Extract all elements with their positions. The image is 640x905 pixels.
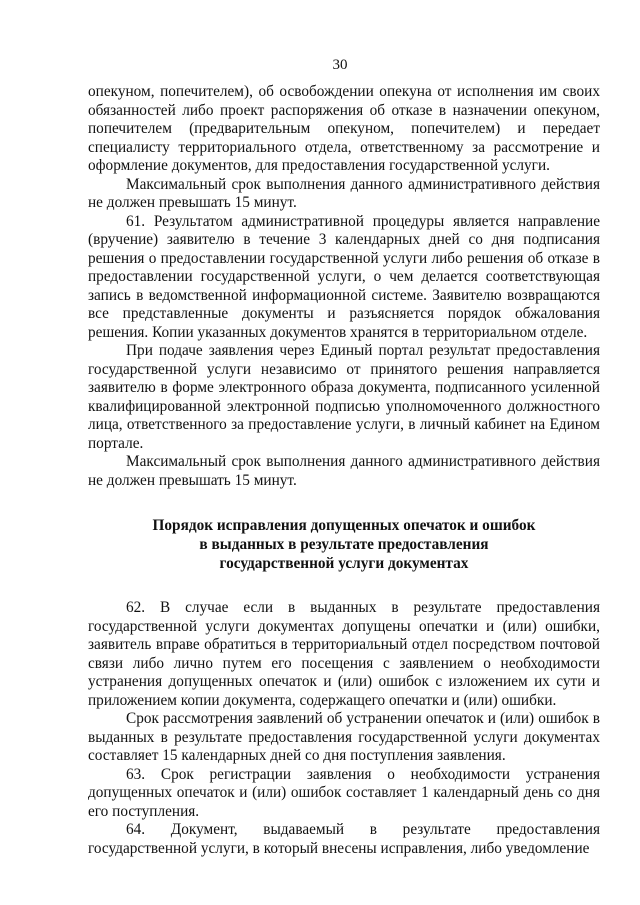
spacer bbox=[88, 490, 600, 516]
page-number: 30 bbox=[332, 57, 348, 73]
paragraph-max-time-1: Максимальный срок выполнения данного административного действия не должен превышать 15 минут. bbox=[88, 175, 600, 211]
section-heading-line-1: Порядок исправления допущенных опечаток и ошибок bbox=[152, 517, 536, 534]
paragraph-max-time-2: Максимальный срок выполнения данного административного действия не должен превышать 15 минут. bbox=[88, 453, 600, 489]
document-body bbox=[88, 83, 600, 858]
paragraph-61: 61. Результатом административной процедуры является направление (вручение) заявителю в течение 3 календарных дней со дня подписания решения о предоставлении государственной услуги либо решения об отказе в предоставлении государственной услуги, о чем делается соответствующая запись в ведомственной информационной системе. Заявителю возвращаются все представленные документы и разъясняется порядок обжалования решения. Копии указанных документов хранятся в территориальном отделе. bbox=[88, 212, 600, 341]
paragraph-review-period: Срок рассмотрения заявлений об устранении опечаток и (или) ошибок в выданных в результате предоставления государственной услуги документах составляет 15 календарных дней со дня поступления заявления. bbox=[88, 710, 600, 764]
section-heading bbox=[88, 516, 600, 573]
paragraph-63: 63. Срок регистрации заявления о необходимости устранения допущенных опечаток и (или) ошибок составляет 1 календарный день со дня его поступления. bbox=[88, 765, 600, 820]
paragraph-64: 64. Документ, выдаваемый в результате предоставления государственной услуги, в который внесены исправления, либо уведомление bbox=[88, 821, 600, 857]
paragraph-unified-portal: При подаче заявления через Единый портал результат предоставления государственной услуги независимо от принятого решения направляется заявителю в форме электронного образа документа, подписанного усиленной квалифицированной электронной подписью уполномоченного должностного лица, ответственного за предоставление услуги, в личный кабинет на Едином портале. bbox=[88, 342, 600, 452]
section-heading-line-3: государственной услуги документах bbox=[219, 555, 469, 572]
section-heading-line-2: в выданных в результате предоставления bbox=[199, 536, 489, 553]
spacer bbox=[88, 573, 600, 599]
paragraph-continuation: опекуном, попечителем), об освобождении опекуна от исполнения им своих обязанностей либо проект распоряжения об отказе в назначении опекуном, попечителем (предварительным опекуном, попечителем) и передает специалисту территориального отдела, ответственному за рассмотрение и оформление документов, для предоставления государственной услуги. bbox=[88, 83, 600, 174]
paragraph-62: 62. В случае если в выданных в результате предоставления государственной услуги документах допущены опечатки и (или) ошибки, заявитель вправе обратиться в территориальный отдел посредством почтовой связи либо лично путем его посещения с заявлением о необходимости устранения допущенных опечаток и (или) ошибок с изложением их сути и приложением копии документа, содержащего опечатки и (или) ошибки. bbox=[88, 599, 600, 709]
